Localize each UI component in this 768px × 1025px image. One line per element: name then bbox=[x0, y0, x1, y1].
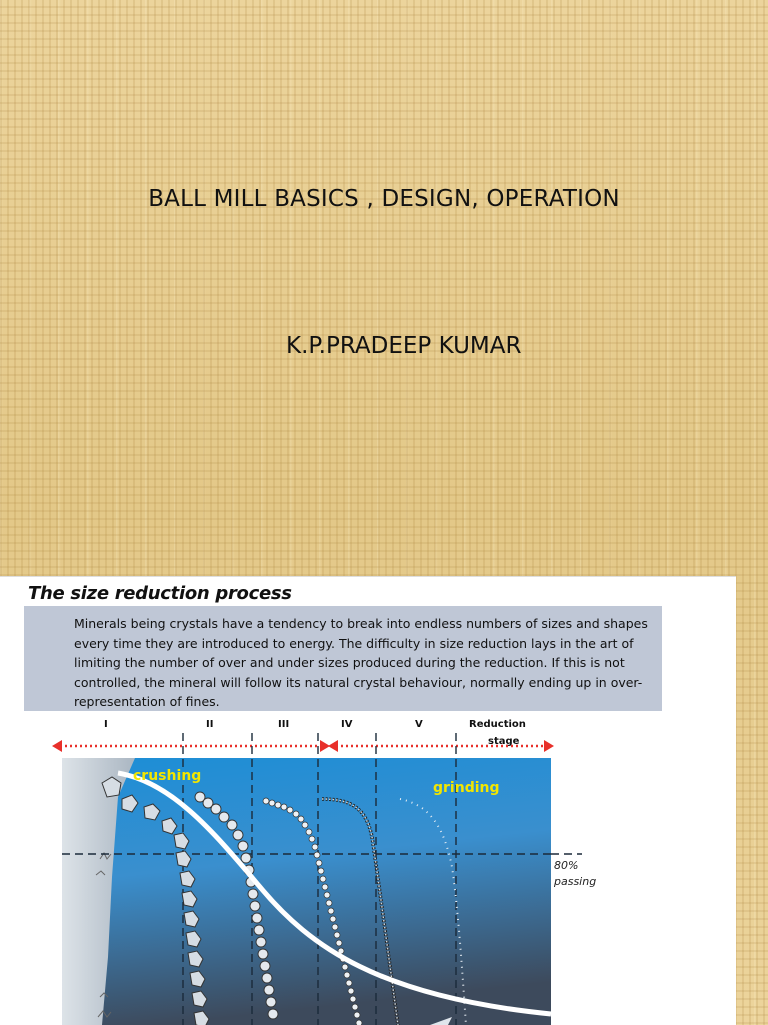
grinding-label: grinding bbox=[433, 780, 500, 796]
slide-heading: The size reduction process bbox=[28, 583, 292, 604]
crushing-label: crushing bbox=[133, 768, 202, 784]
crushing-range-arrow bbox=[52, 740, 330, 752]
stage-label-5: V bbox=[415, 719, 423, 730]
passing-value: 80% bbox=[554, 859, 579, 872]
intro-paragraph: Minerals being crystals have a tendency to break into endless numbers of sizes and shapes every time they are introduced to energy. The difficulty in size reduction lays in the art of limiting the number of over and under sizes produced during the reduction. If this is not controlled, the mineral will follow its natural crystal behaviour, normally ending up in over-representation of fines. bbox=[74, 616, 648, 709]
slide-author: K.P.PRADEEP KUMAR bbox=[286, 333, 522, 359]
reduction-label: Reduction bbox=[469, 719, 526, 730]
stage-label-4: IV bbox=[341, 719, 353, 730]
slide-title: BALL MILL BASICS , DESIGN, OPERATION bbox=[148, 186, 620, 212]
size-reduction-diagram bbox=[0, 577, 736, 1025]
stage-label-1: I bbox=[104, 719, 108, 730]
grinding-range-arrow bbox=[328, 740, 554, 752]
passing-label: passing bbox=[554, 875, 597, 888]
content-slide bbox=[0, 576, 736, 1025]
stage-label-3: III bbox=[278, 719, 290, 730]
stage-word-label: stage bbox=[488, 736, 520, 747]
diagram-panel bbox=[62, 758, 551, 1025]
stage-label-2: II bbox=[206, 719, 214, 730]
